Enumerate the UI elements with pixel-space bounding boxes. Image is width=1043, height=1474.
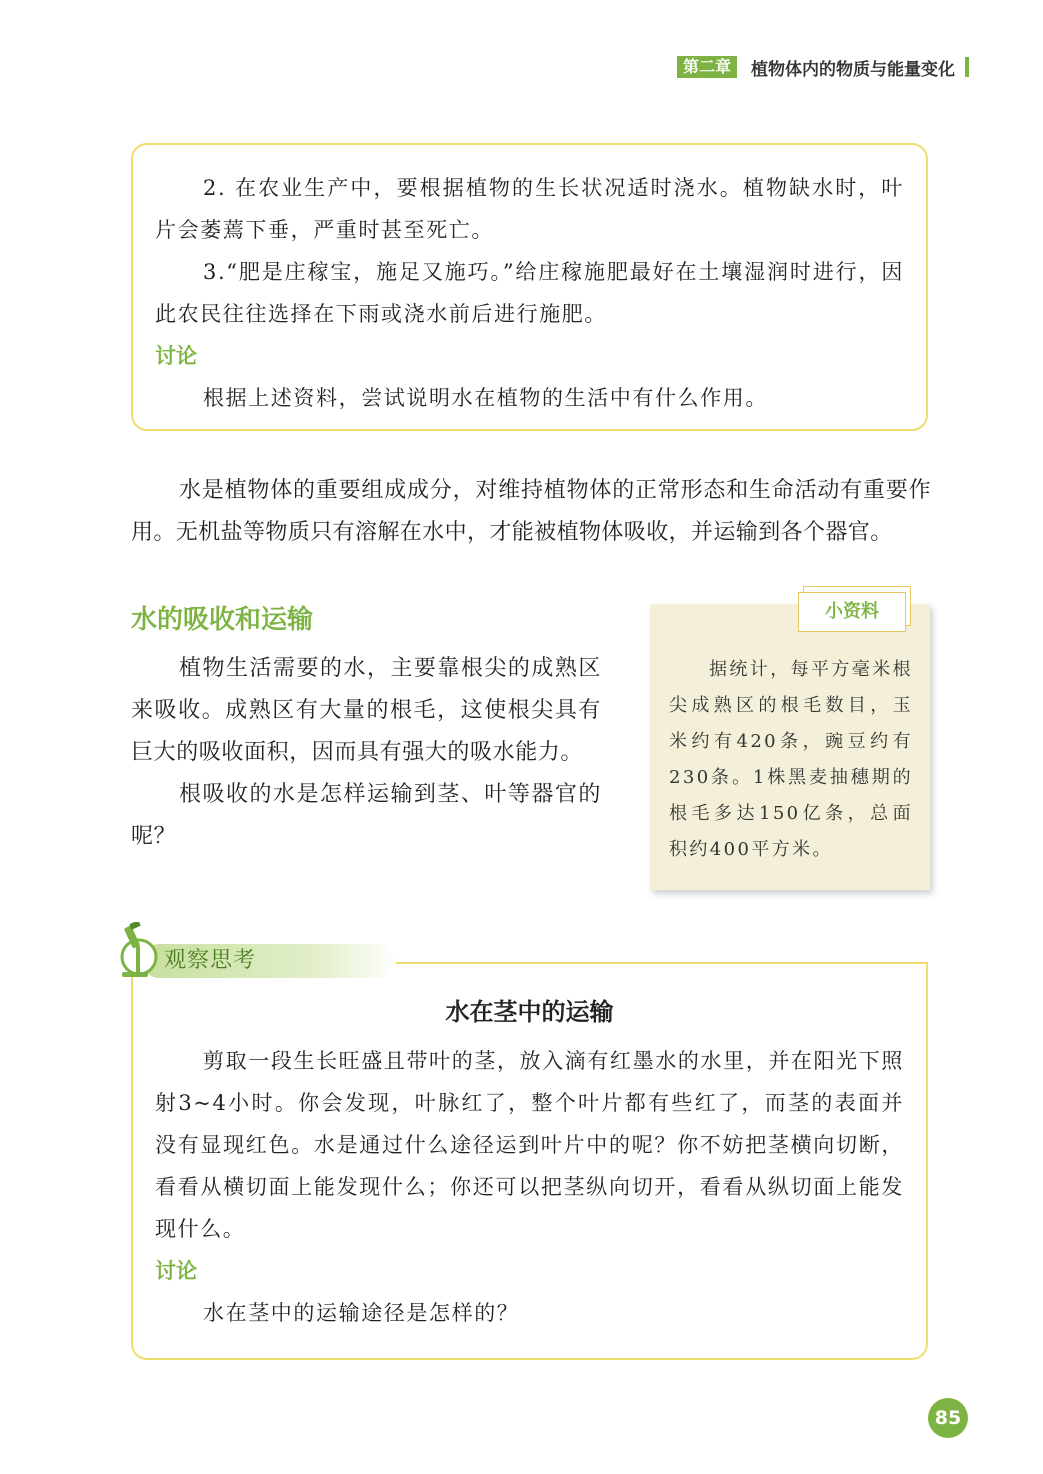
material-paragraph-3: 3.“肥是庄稼宝，施足又施巧。”给庄稼施肥最好在土壤湿润时进行，因此农民往往选择在下雨或浇水前后进行施肥。 (155, 260, 904, 326)
observe-box (131, 962, 928, 1360)
chapter-title: 植物体内的物质与能量变化 (751, 59, 955, 80)
page-header (677, 54, 969, 80)
note-text (669, 652, 913, 868)
header-bar (965, 57, 969, 77)
section-paragraph-2: 根吸收的水是怎样运输到茎、叶等器官的呢？ (131, 782, 601, 849)
observe-discussion-text: 水在茎中的运输途径是怎样的？ (203, 1301, 520, 1325)
material-paragraph-2: 2. 在农业生产中，要根据植物的生长状况适时浇水。植物缺水时，叶片会萎蔫下垂，严重时甚至死亡。 (155, 176, 904, 242)
section-title: 水的吸收和运输 (131, 605, 314, 635)
body-paragraph-text: 水是植物体的重要组成成分，对维持植物体的正常形态和生命活动有重要作用。无机盐等物质只有溶解在水中，才能被植物体吸收，并运输到各个器官。 (131, 478, 931, 545)
observe-title: 水在茎中的运输 (445, 997, 614, 1026)
observe-paragraph: 剪取一段生长旺盛且带叶的茎，放入滴有红墨水的水里，并在阳光下照射3~4小时。你会发现，叶脉红了，整个叶片都有些红了，而茎的表面并没有显现红色。水是通过什么途径运到叶片中的呢？你不妨把茎横向切断，看看从横切面上能发现什么；你还可以把茎纵向切开，看看从纵切面上能发现什么。 (155, 1049, 904, 1241)
observe-label (112, 922, 292, 982)
section-paragraph-1: 植物生活需要的水，主要靠根尖的成熟区来吸收。成熟区有大量的根毛，这使根尖具有巨大的吸收面积，因而具有强大的吸水能力。 (131, 656, 601, 765)
discussion-label: 讨论 (155, 344, 197, 368)
note-label: 小资料 (798, 592, 906, 632)
info-note (650, 601, 930, 890)
microscope-icon (112, 922, 162, 982)
body-paragraph (131, 470, 931, 554)
material-box (131, 143, 928, 431)
note-paragraph: 据统计，每平方毫米根尖成熟区的根毛数目，玉米约有420条，豌豆约有230条。1株黑麦抽穗期的根毛多达150亿条，总面积约400平方米。 (669, 659, 913, 860)
page-number: 85 (928, 1398, 968, 1438)
discussion-text: 根据上述资料，尝试说明水在植物的生活中有什么作用。 (203, 386, 768, 410)
observe-discussion-label: 讨论 (155, 1259, 197, 1283)
chapter-tag: 第二章 (677, 56, 737, 78)
observe-label-text: 观察思考 (164, 948, 257, 973)
section-text (131, 648, 601, 858)
